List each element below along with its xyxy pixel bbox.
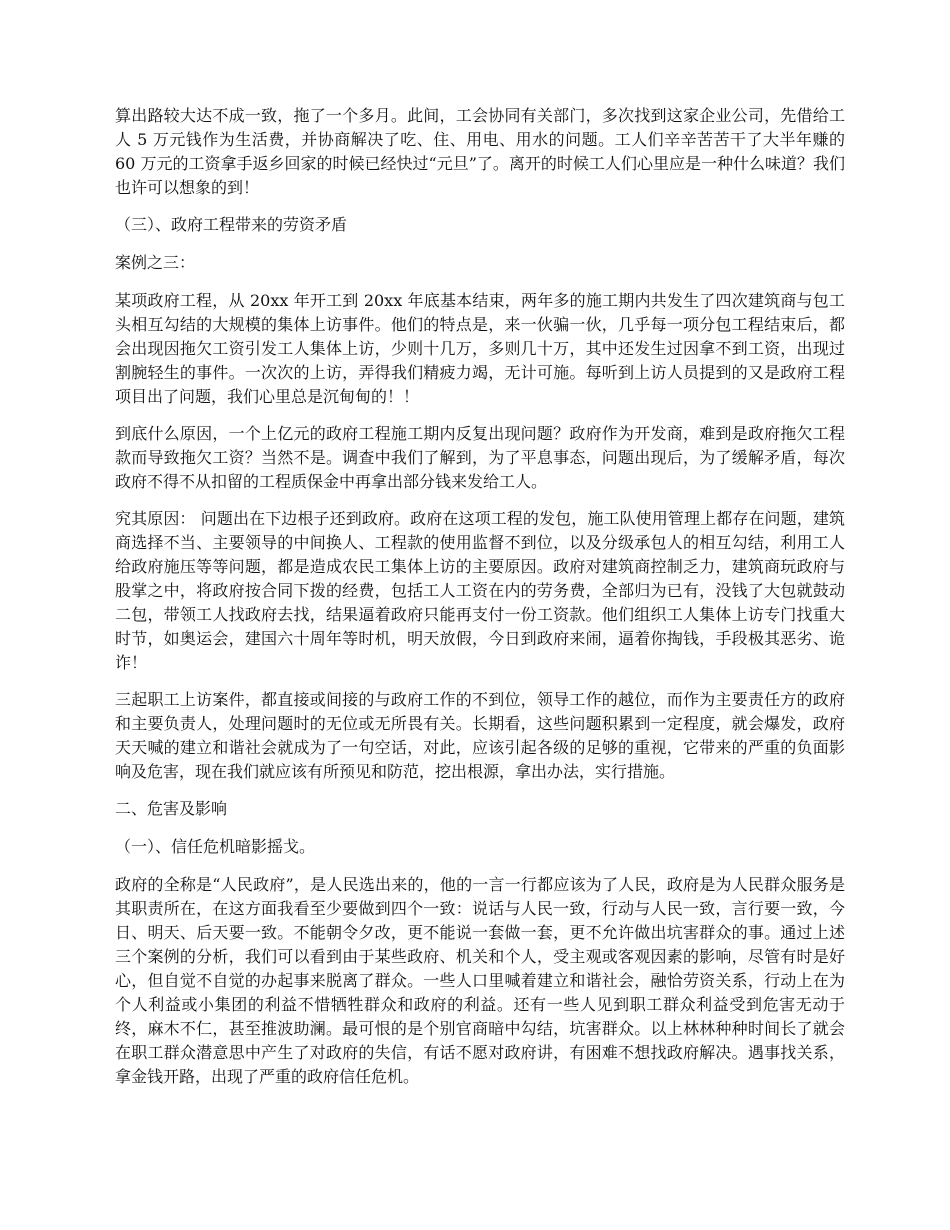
paragraph-three-cases-summary: 三起职工上访案件，都直接或间接的与政府工作的不到位，领导工作的越位，而作为主要责任方的政府和主要负责人，处理问题时的无位或无所畏有关。长期看，这些问题积累到一定程度，就会爆发，政府天天喊的建立和谐社会就成为了一句空话，对此，应该引起各级的足够的重视，它带来的严重的负面影响及危害，现在我们就应该有所预见和防范，挖出根源，拿出办法，实行措施。 <box>115 690 845 781</box>
paragraph-case-two-ending: 算出路较大达不成一致，拖了一个多月。此间，工会协同有关部门，多次找到这家企业公司，先借给工人 5 万元钱作为生活费，并协商解决了吃、住、用电、用水的问题。工人们辛辛苦苦干了大半年赚的 60 万元的工资拿手返乡回家的时候已经快过“元旦”了。离开的时候工人们心里应是一种什么味道？我们也许可以想象的到！ <box>115 106 845 197</box>
section-heading-harm-and-impact: 二、危害及影响 <box>115 799 228 818</box>
paragraph-case-three: 某项政府工程，从 20xx 年开工到 20xx 年底基本结束，两年多的施工期内共发生了四次建筑商与包工头相互勾结的大规模的集体上访事件。他们的特点是，来一伙骗一伙，几乎每一项分包工程结束后，都会出现因拖欠工资引发工人集体上访，少则十几万，多则几十万，其中还发生过因拿不到工资，出现过 割腕轻生的事件。一次次的上访，弄得我们精疲力竭，无计可施。每听到上访人员提到的又是政府工程项目出了问题，我们心里总是沉甸甸的！！ <box>115 291 845 406</box>
paragraph-root-question: 到底什么原因，一个上亿元的政府工程施工期内反复出现问题？政府作为开发商，难到是政府拖欠工程款而导致拖欠工资？当然不是。调查中我们了解到，为了平息事态，问题出现后，为了缓解矛盾，每次政府不得不从扣留的工程质保金中再拿出部分钱来发给工人。 <box>115 424 845 491</box>
paragraph-trust-crisis: 政府的全称是“人民政府”，是人民选出来的，他的一言一行都应该为了人民，政府是为人民群众服务是其职责所在，在这方面我看至少要做到四个一致：说话与人民一致，行动与人民一致，言行要一致，今日、明天、后天要一致。不能朝令夕改，更不能说一套做一套，更不允许做出坑害群众的事。通过上述三个案例的分析，我们可以看到由于某些政府、机关和个人，受主观或客观因素的影响，尽管有时是好心，但自觉不自觉的办起事来脱离了群众。一些人口里喊着建立和谐社会，融恰劳资关系，行动上在为个人利益或小集团的利益不惜牺牲群众和政府的利益。还有一些人见到职工群众利益受到危害无动于终，麻木不仁，甚至推波助澜。最可恨的是个别官商暗中勾结，坑害群众。以上林林种种时间长了就会在职工群众潜意思中产生了对政府的失信，有话不愿对政府讲，有困难不想找政府解决。遇事找关系，拿金钱开路，出现了严重的政府信任危机。 <box>115 875 845 1086</box>
document-body <box>115 104 845 1102</box>
subsection-heading-trust-crisis: （一）、信任危机暗影摇戈。 <box>115 837 316 856</box>
section-heading-government-project: （三）、政府工程带来的劳资矛盾 <box>115 215 348 234</box>
case-three-label: 案例之三： <box>115 253 196 272</box>
paragraph-root-cause: 究其原因： 问题出在下边根子还到政府。政府在这项工程的发包，施工队使用管理上都存在问题，建筑商选择不当、主要领导的中间换人、工程款的使用监督不到位，以及分级承包人的相互勾结，利用工人给政府施压等等问题，都是造成农民工集体上访的主要原因。政府对建筑商控制乏力，建筑商玩政府与股掌之中，将政府按合同下拨的经费，包括工人工资在内的劳务费，全部归为已有，没钱了大包就鼓动二包，带领工人找政府去找，结果逼着政府只能再支付一份工资款。他们组织工人集体上访专门找重大时节，如奥运会，建国六十周年等时机，明天放假，今日到政府来闹，逼着你掏钱，手段极其恶劣、诡诈！ <box>115 509 845 672</box>
